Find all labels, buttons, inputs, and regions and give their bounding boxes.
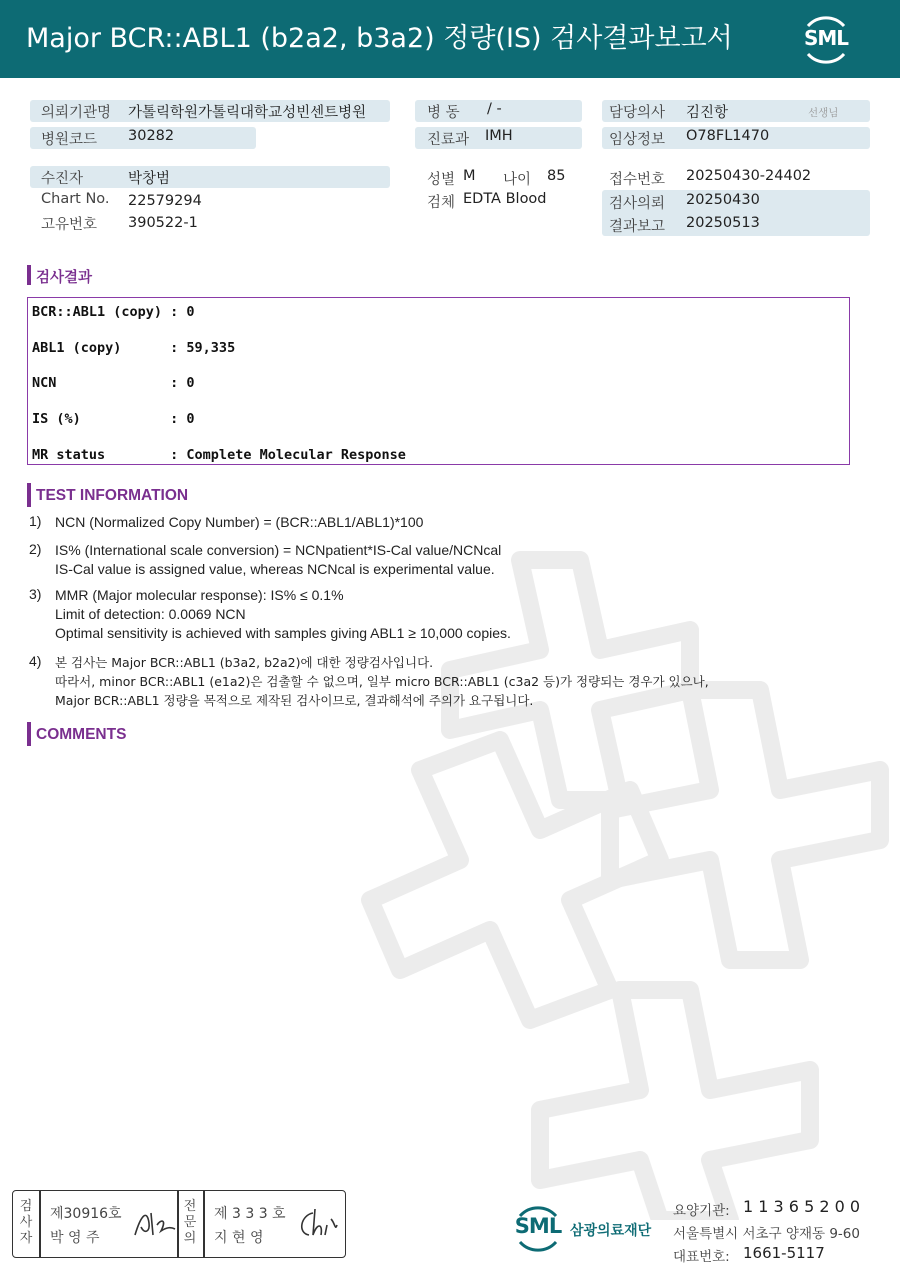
chart-label: Chart No.	[41, 191, 110, 207]
test-info-line: Limit of detection: 0.0069 NCN	[55, 606, 246, 622]
examiner-no: 제30916호	[50, 1206, 122, 1222]
test-info-line: IS-Cal value is assigned value, whereas NCNcal is experimental value.	[55, 561, 495, 577]
specialist-no: 제 3 3 3 호	[214, 1206, 286, 1222]
clinical-value: O78FL1470	[686, 128, 770, 144]
specialist-label: 전 문 의	[183, 1199, 197, 1246]
test-info-num: 3)	[29, 586, 42, 602]
test-info-line: 따라서, minor BCR::ABL1 (e1a2)은 검출할 수 없으며, 일부 micro BCR::ABL1 (c3a2 등)가 정량되는 경우가 있으나,	[55, 674, 709, 689]
code-value: 1 1 3 6 5 2 0 0	[743, 1197, 861, 1216]
request-label: 검사의뢰	[609, 196, 666, 212]
examiner-signature-icon	[131, 1205, 177, 1241]
report-title: Major BCR::ABL1 (b2a2, b3a2) 정량(IS) 검사결과보고서	[26, 23, 733, 54]
clinical-label: 임상정보	[609, 132, 666, 148]
sex-value: M	[463, 168, 476, 184]
results-box	[27, 297, 850, 465]
signature-divider	[203, 1191, 205, 1257]
examiner-label: 검 사 자	[19, 1199, 33, 1246]
specimen-label: 검체	[427, 195, 456, 211]
test-info-line: IS% (International scale conversion) = NCNpatient*IS-Cal value/NCNcal	[55, 542, 502, 558]
report-value: 20250513	[686, 215, 760, 231]
sml-logo-text: SML	[803, 26, 849, 50]
receipt-label: 접수번호	[609, 172, 666, 188]
age-value: 85	[547, 168, 566, 184]
dept-value: IMH	[485, 128, 513, 144]
phone-value: 1661-5117	[743, 1244, 825, 1262]
specialist-signature-icon	[295, 1205, 339, 1241]
hospital-value: 가톨릭학원가톨릭대학교성빈센트병원	[128, 105, 367, 121]
org-name: 삼광의료재단	[570, 1223, 652, 1239]
sml-logo	[796, 12, 856, 66]
org-logo-text: SML	[514, 1214, 562, 1238]
ward-value: / -	[487, 101, 502, 117]
hospital-code-value: 30282	[128, 128, 175, 144]
signature-divider	[177, 1191, 179, 1257]
specialist-name: 지 현 영	[214, 1230, 264, 1246]
comments-title: COMMENTS	[36, 726, 127, 743]
ward-label: 병 동	[427, 105, 460, 121]
test-info-line: MMR (Major molecular response): IS% ≤ 0.1%	[55, 587, 344, 603]
signature-divider	[39, 1191, 41, 1257]
signature-box	[12, 1190, 346, 1258]
patient-label: 수진자	[41, 171, 84, 187]
hospital-code-label: 병원코드	[41, 132, 98, 148]
comments-section-bar	[27, 722, 31, 746]
sex-label: 성별	[427, 172, 456, 188]
dept-label: 진료과	[427, 132, 470, 148]
doctor-suffix: 선생님	[808, 107, 839, 119]
hospital-label: 의뢰기관명	[41, 105, 112, 121]
test-info-line: NCN (Normalized Copy Number) = (BCR::ABL1/ABL1)*100	[55, 514, 424, 530]
results-section-bar	[27, 265, 31, 285]
results-title: 검사결과	[36, 270, 93, 286]
result-row-ncn: NCN : 0	[32, 375, 195, 391]
code-label: 요양기관:	[673, 1203, 730, 1219]
chart-value: 22579294	[128, 193, 202, 209]
patient-value: 박창범	[128, 171, 171, 187]
result-row-abl1: ABL1 (copy) : 59,335	[32, 340, 236, 356]
test-info-title: TEST INFORMATION	[36, 487, 189, 504]
test-info-line: Optimal sensitivity is achieved with samples giving ABL1 ≥ 10,000 copies.	[55, 625, 511, 641]
test-info-section-bar	[27, 483, 31, 507]
report-label: 결과보고	[609, 219, 666, 235]
examiner-name: 박 영 주	[50, 1230, 100, 1246]
test-info-num: 1)	[29, 513, 42, 529]
specimen-value: EDTA Blood	[463, 191, 547, 207]
org-address: 서울특별시 서초구 양재동 9-60	[673, 1226, 860, 1242]
receipt-value: 20250430-24402	[686, 168, 812, 184]
test-info-num: 2)	[29, 541, 42, 557]
result-row-bcr-abl1: BCR::ABL1 (copy) : 0	[32, 304, 195, 320]
request-value: 20250430	[686, 192, 760, 208]
patient-row	[30, 166, 390, 188]
result-row-is: IS (%) : 0	[32, 411, 195, 427]
test-info-line: Major BCR::ABL1 정량을 목적으로 제작된 검사이므로, 결과해석에 주의가 요구됩니다.	[55, 693, 534, 708]
test-info-line: 본 검사는 Major BCR::ABL1 (b3a2, b2a2)에 대한 정량검사입니다.	[55, 655, 434, 670]
result-row-mr-status: MR status : Complete Molecular Response	[32, 447, 406, 463]
unique-value: 390522-1	[128, 215, 198, 231]
report-header	[0, 0, 900, 78]
age-label: 나이	[503, 172, 532, 188]
unique-label: 고유번호	[41, 217, 98, 233]
doctor-value: 김진항	[686, 105, 729, 121]
test-info-num: 4)	[29, 653, 42, 669]
doctor-label: 담당의사	[609, 105, 666, 121]
phone-label: 대표번호:	[673, 1249, 730, 1265]
